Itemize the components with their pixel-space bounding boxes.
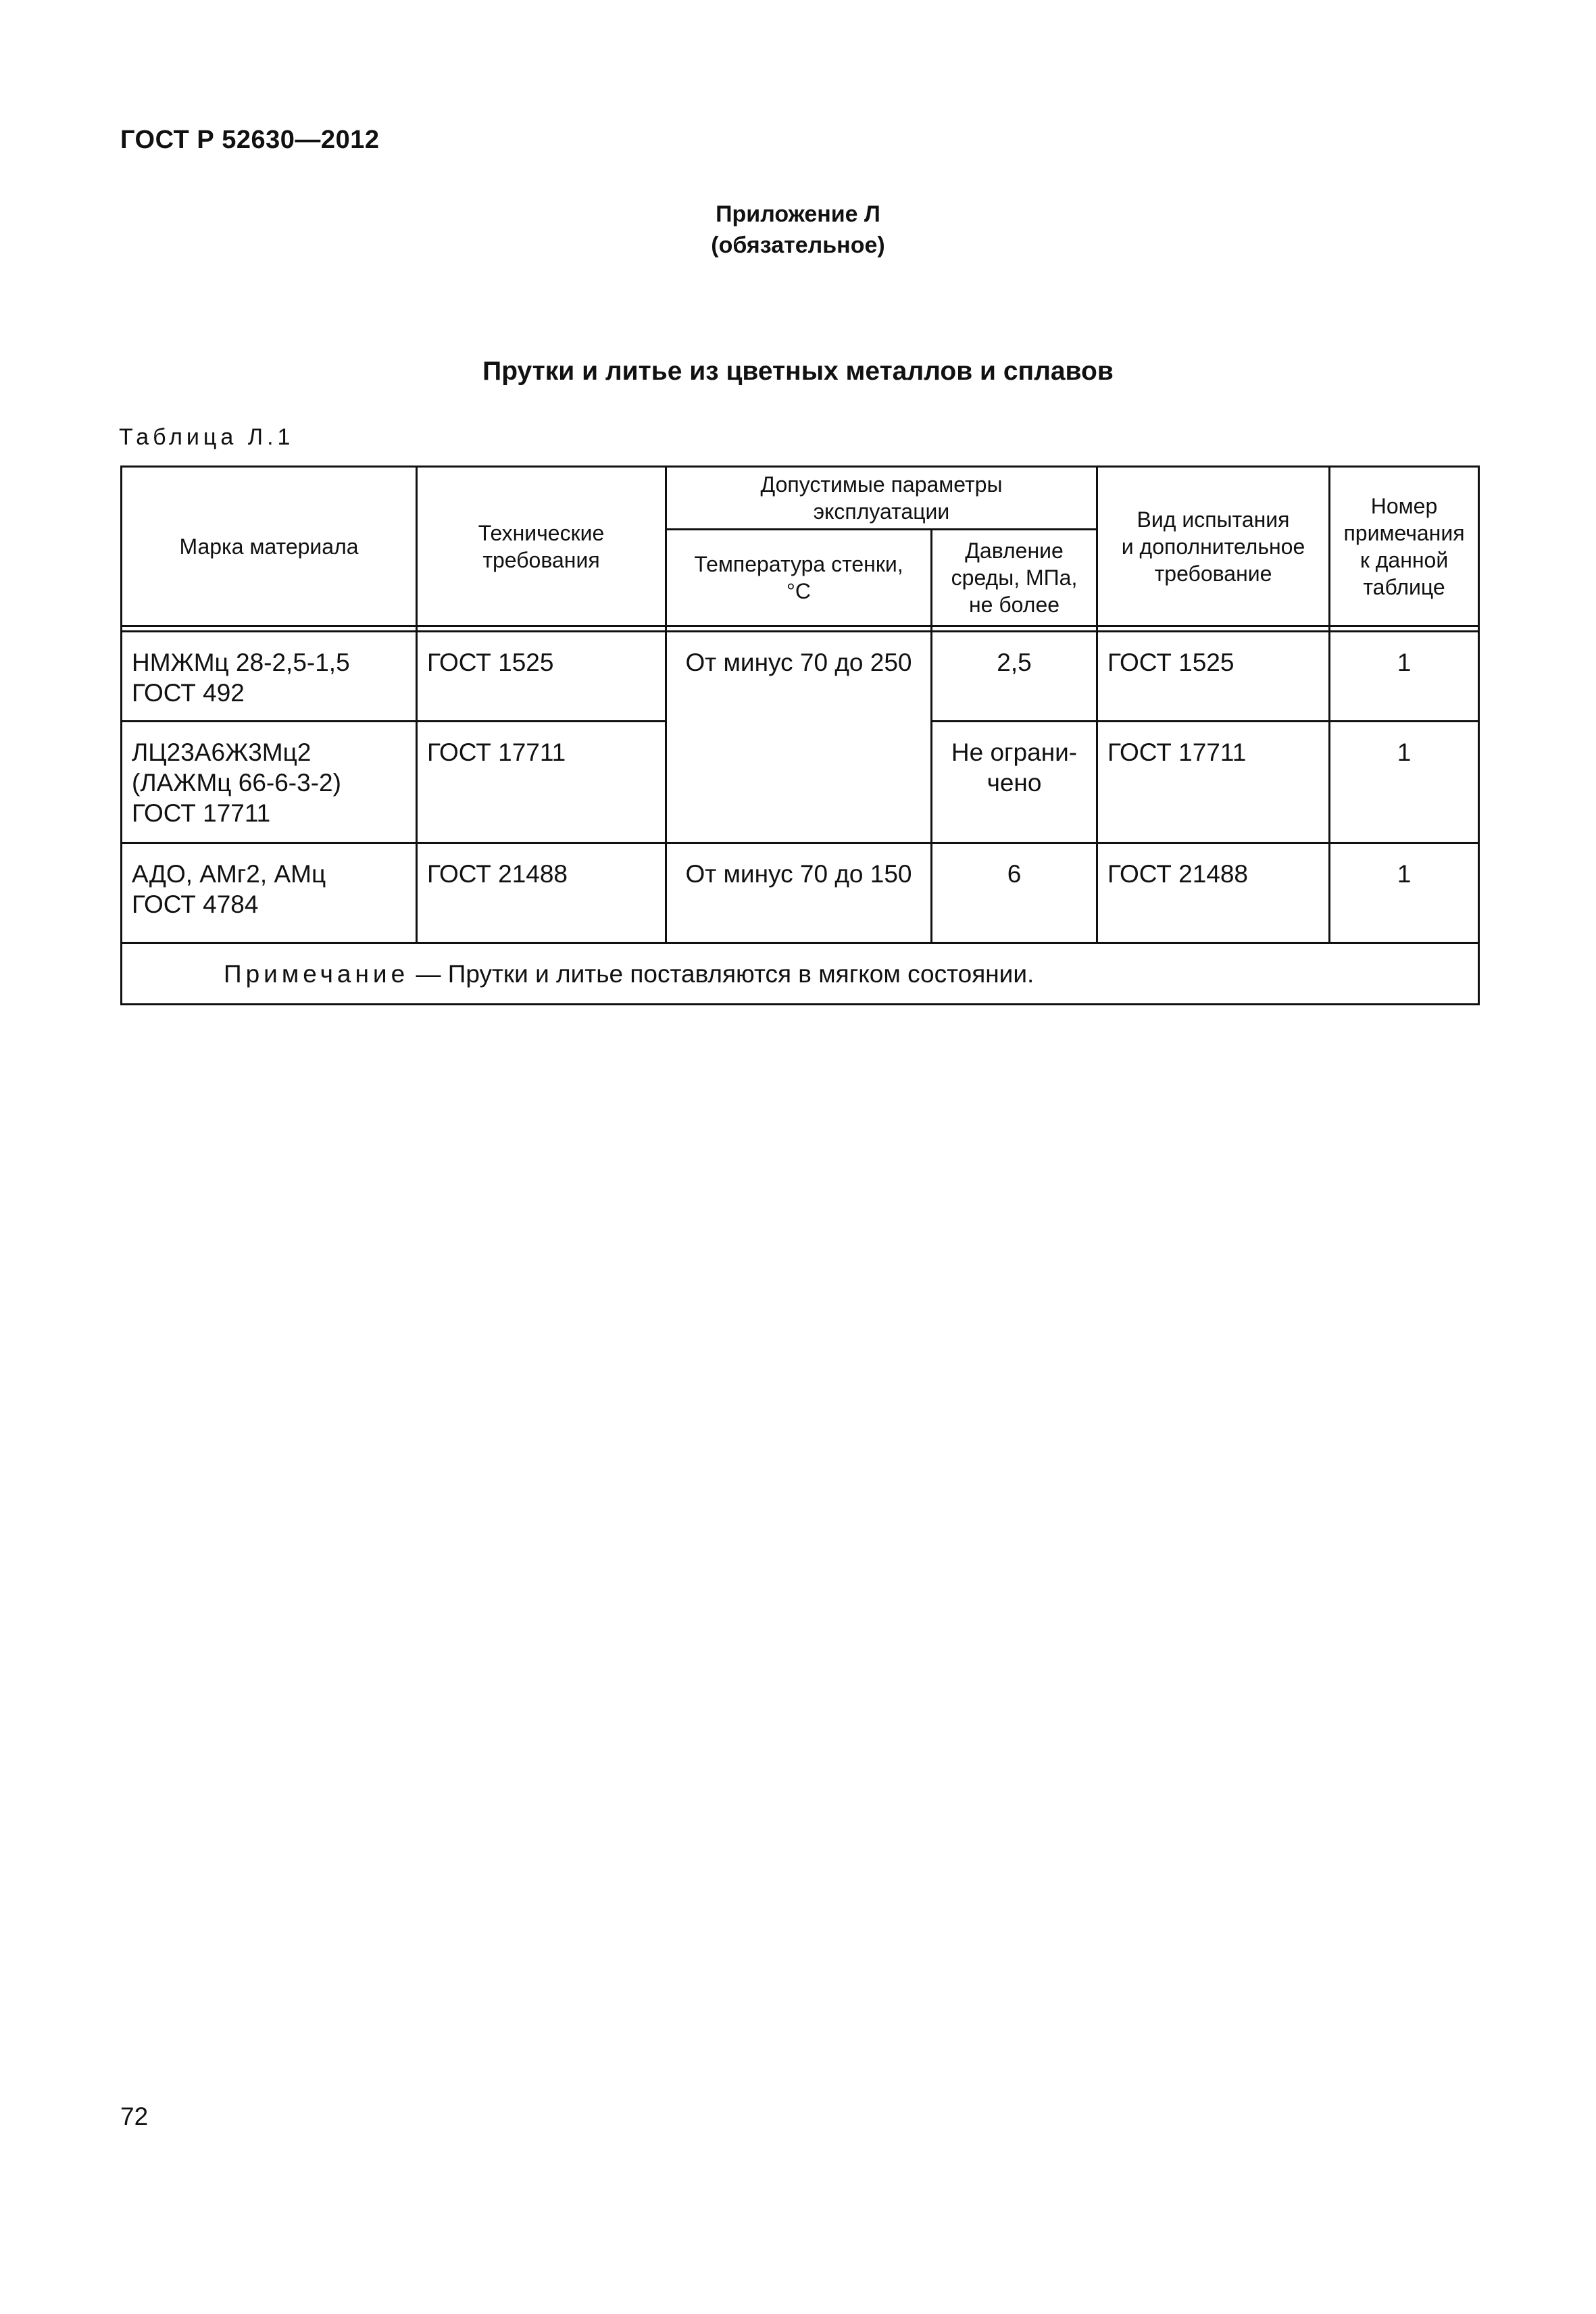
cell-tech: ГОСТ 21488 — [417, 843, 666, 943]
cell-test: ГОСТ 17711 — [1097, 722, 1330, 843]
annex-status: (обязательное) — [711, 232, 885, 258]
cell-tech: ГОСТ 1525 — [417, 632, 666, 722]
document-code: ГОСТ Р 52630—2012 — [120, 126, 380, 154]
header-material: Марка материала — [122, 467, 417, 626]
cell-pressure: 6 — [932, 843, 1097, 943]
cell-temp: От минус 70 до 150 — [666, 843, 932, 943]
page-number: 72 — [120, 2103, 149, 2130]
cell-tech: ГОСТ 17711 — [417, 722, 666, 843]
table-caption: Таблица Л.1 — [119, 424, 295, 450]
table-header-row — [122, 467, 1479, 530]
header-tech-requirements: Технические требования — [417, 467, 666, 626]
cell-pressure: 2,5 — [932, 632, 1097, 722]
section-title: Прутки и литье из цветных металлов и сплавов — [482, 357, 1114, 386]
annex-title: Приложение Л — [716, 201, 880, 227]
header-separator — [122, 626, 1479, 632]
header-wall-temp: Температура стенки, °С — [666, 530, 932, 626]
table-note — [122, 943, 1479, 1005]
table-row — [122, 843, 1479, 943]
cell-material: НМЖМц 28-2,5-1,5 ГОСТ 492 — [122, 632, 417, 722]
cell-material: ЛЦ23А6Ж3Мц2 (ЛАЖМц 66-6-3-2) ГОСТ 17711 — [122, 722, 417, 843]
cell-note: 1 — [1330, 722, 1479, 843]
header-test-type: Вид испытания и дополнительное требование — [1097, 467, 1330, 626]
cell-material: АДО, АМг2, АМц ГОСТ 4784 — [122, 843, 417, 943]
materials-table — [120, 466, 1480, 1005]
header-pressure: Давление среды, МПа, не более — [932, 530, 1097, 626]
cell-test: ГОСТ 1525 — [1097, 632, 1330, 722]
cell-temp: От минус 70 до 250 — [666, 632, 932, 843]
cell-note: 1 — [1330, 632, 1479, 722]
note-label: Примечание — [224, 959, 409, 988]
cell-pressure: Не ограни- чено — [932, 722, 1097, 843]
header-operating-params: Допустимые параметры эксплуатации — [666, 467, 1097, 530]
table-note-row — [122, 943, 1479, 1005]
header-note-number: Номер примечания к данной таблице — [1330, 467, 1479, 626]
table-row — [122, 632, 1479, 722]
cell-test: ГОСТ 21488 — [1097, 843, 1330, 943]
cell-note: 1 — [1330, 843, 1479, 943]
note-text: — Прутки и литье поставляются в мягком состоянии. — [416, 959, 1034, 988]
